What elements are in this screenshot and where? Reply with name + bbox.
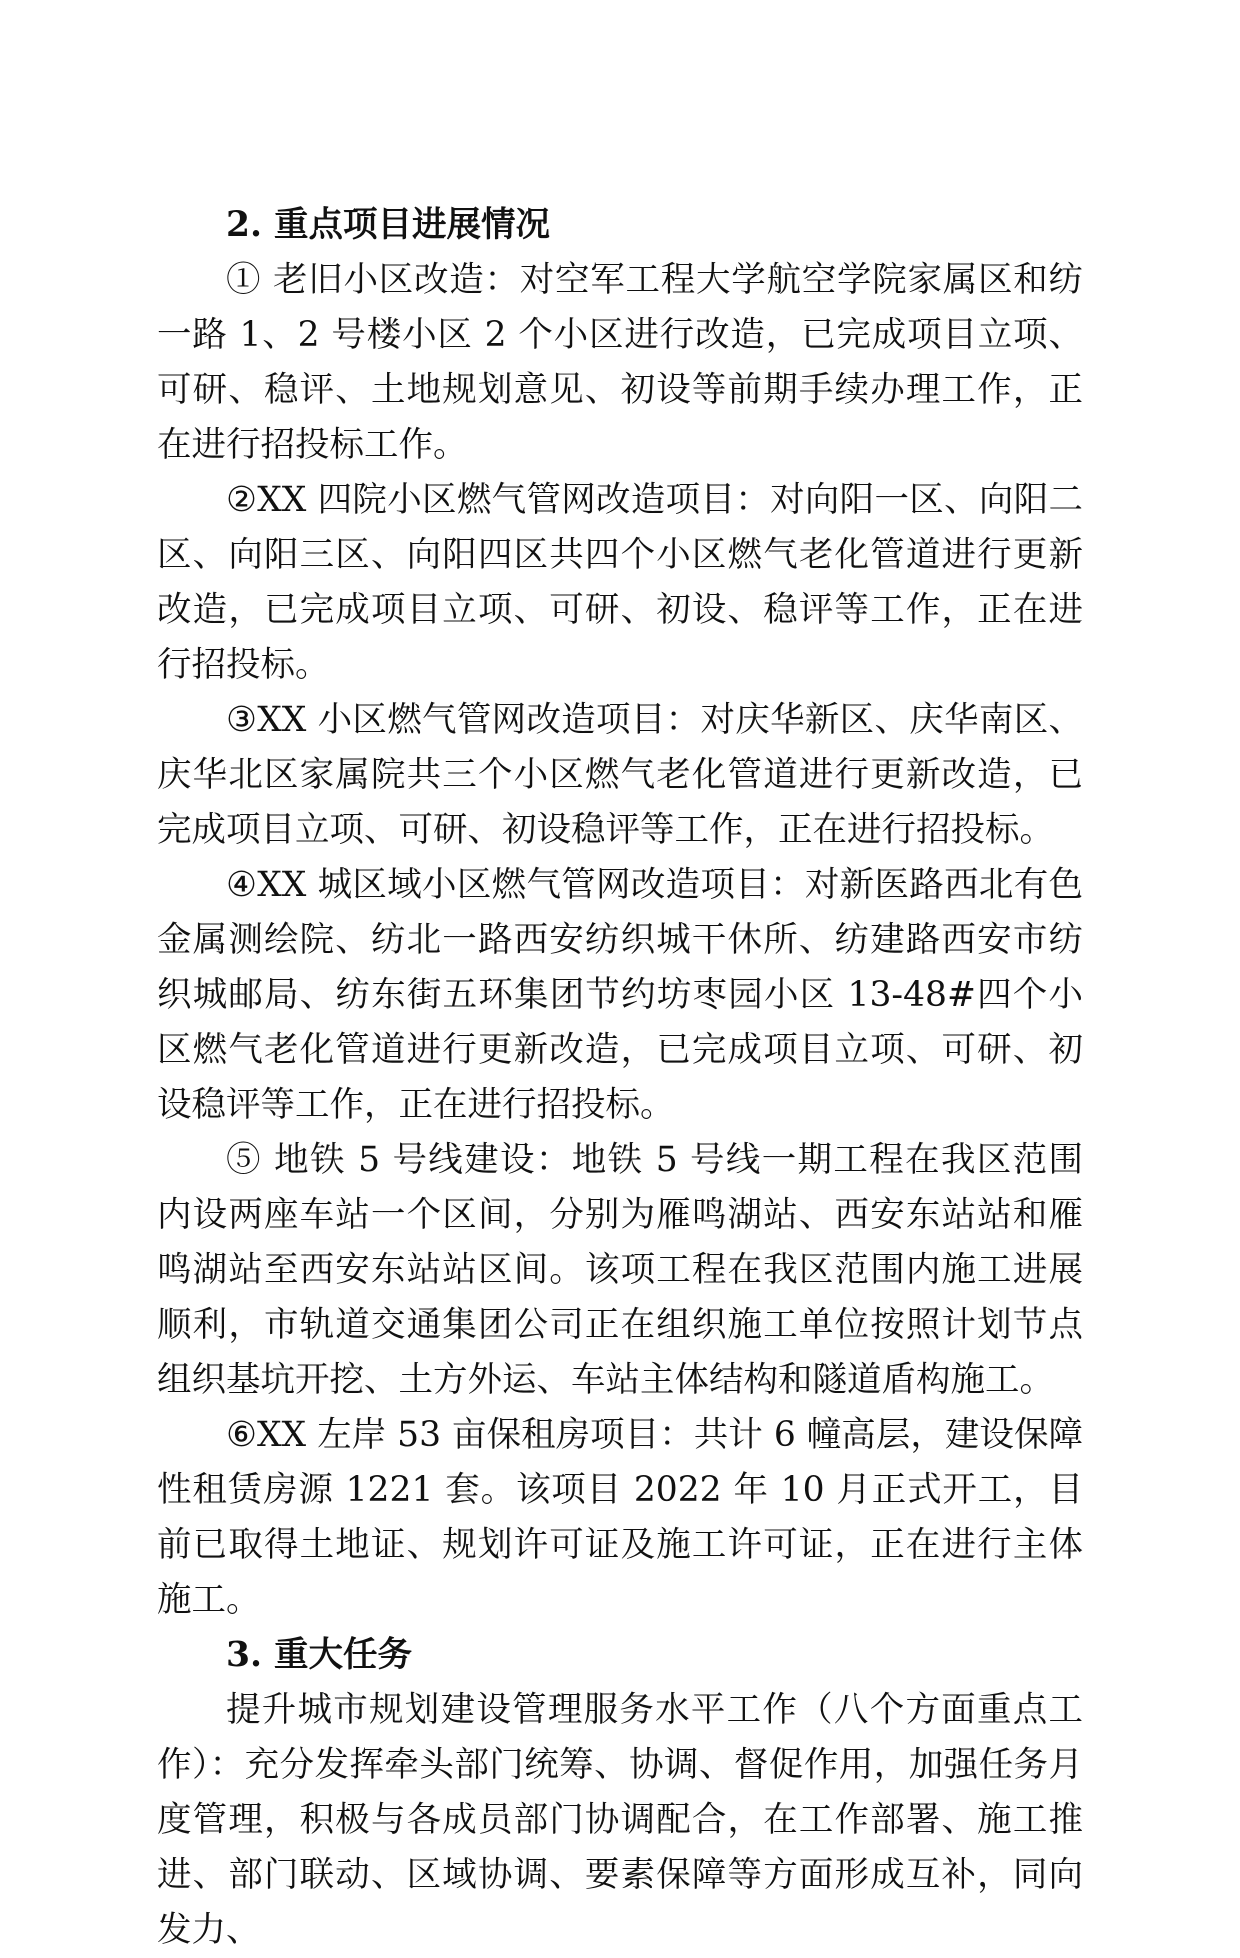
paragraph-gas-network-community: ③XX 小区燃气管网改造项目：对庆华新区、庆华南区、庆华北区家属院共三个小区燃气老化管道进行更新改造，已完成项目立项、可研、初设稳评等工作，正在进行招投标。: [157, 700, 1083, 850]
paragraph-gas-network-siyuan: ②XX 四院小区燃气管网改造项目：对向阳一区、向阳二区、向阳三区、向阳四区共四个小区燃气老化管道进行更新改造，已完成项目立项、可研、初设、稳评等工作，正在进行招投标。: [157, 480, 1083, 685]
paragraph-rental-housing: ⑥XX 左岸 53 亩保租房项目：共计 6 幢高层，建设保障性租赁房源 1221 套。该项目 2022 年 10 月正式开工，目前已取得土地证、规划许可证及施工许可证，正在进行主体施工。: [157, 1415, 1083, 1620]
paragraph-city-planning-service: 提升城市规划建设管理服务水平工作（八个方面重点工作）：充分发挥牵头部门统筹、协调、督促作用，加强任务月度管理，积极与各成员部门协调配合，在工作部署、施工推进、部门联动、区域协调、要素保障等方面形成互补，同向发力、: [157, 1690, 1083, 1950]
document-page: [157, 198, 1083, 1958]
section-heading-key-projects: 2. 重点项目进展情况: [226, 205, 551, 245]
paragraph-old-community-renovation: ① 老旧小区改造：对空军工程大学航空学院家属区和纺一路 1、2 号楼小区 2 个小区进行改造，已完成项目立项、可研、稳评、土地规划意见、初设等前期手续办理工作，正在进行招投标工作。: [157, 260, 1083, 465]
paragraph-gas-network-city-area: ④XX 城区域小区燃气管网改造项目：对新医路西北有色金属测绘院、纺北一路西安纺织城干休所、纺建路西安市纺织城邮局、纺东街五环集团节约坊枣园小区 13-48#四个小区燃气老化管道进行更新改造，已完成项目立项、可研、初设稳评等工作，正在进行招投标。: [157, 865, 1083, 1125]
paragraph-metro-line-5: ⑤ 地铁 5 号线建设：地铁 5 号线一期工程在我区范围内设两座车站一个区间，分别为雁鸣湖站、西安东站站和雁鸣湖站至西安东站站区间。该项工程在我区范围内施工进展顺利，市轨道交通集团公司正在组织施工单位按照计划节点组织基坑开挖、土方外运、车站主体结构和隧道盾构施工。: [157, 1140, 1083, 1400]
section-heading-major-tasks: 3. 重大任务: [226, 1635, 413, 1675]
